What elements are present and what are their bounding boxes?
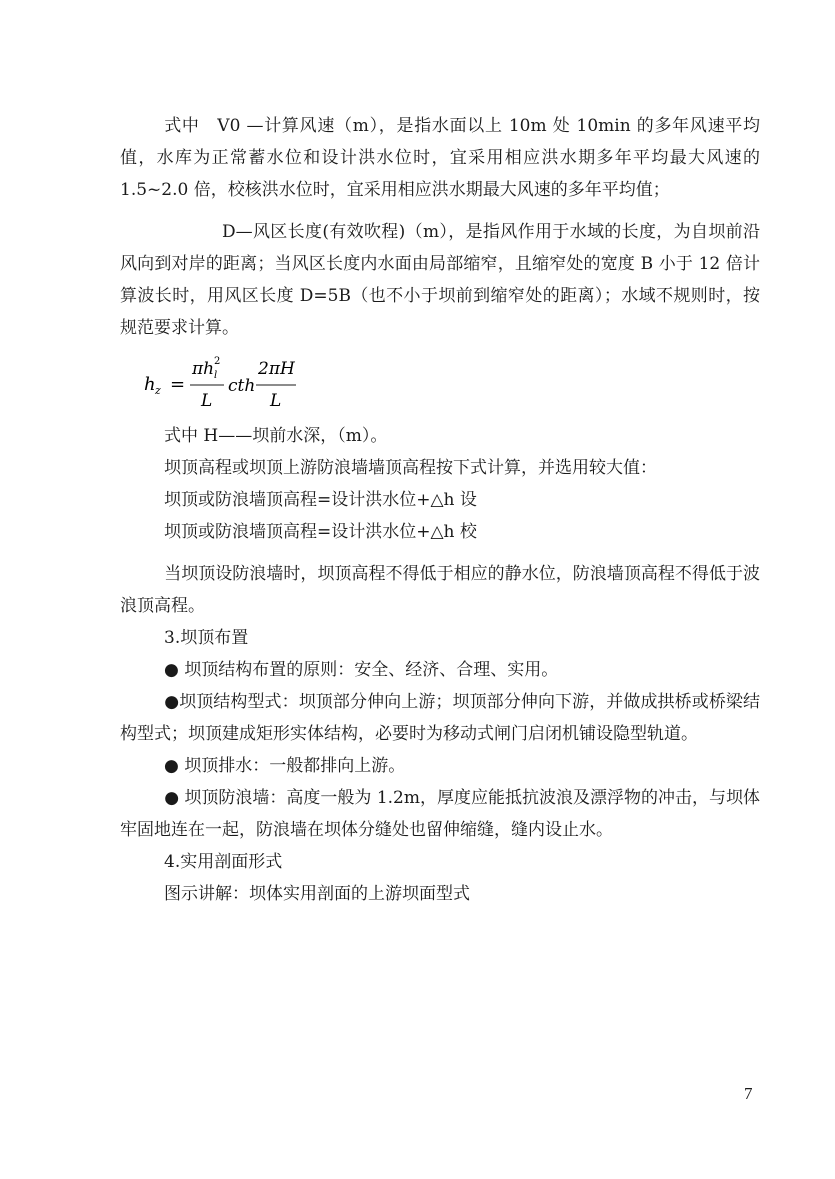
bullet-crest-structure: ●坝顶结构型式：坝顶部分伸向上游；坝顶部分伸向下游，并做成拱桥或桥梁结构型式；坝顶建成矩形实体结构，必要时为移动式闸门启闭机铺设隐型轨道。	[120, 692, 760, 744]
formula-equals: =	[170, 374, 186, 395]
paragraph-wind-speed: 式中 V0 —计算风速（m），是指水面以上 10m 处 10min 的多年风速平均值，水库为正常蓄水位和设计洪水位时，宜采用相应洪水期多年平均最大风速的 1.5~2.0 倍，校核洪水位时，宜采用相应洪水期最大风速的多年平均值；	[120, 116, 760, 200]
formula-check-flood: 坝顶或防浪墙顶高程=设计洪水位+△h 校	[164, 522, 477, 542]
formula-lhs: h	[144, 374, 156, 395]
paragraph-fetch-length: D—风区长度(有效吹程)（m），是指风作用于水域的长度，为自坝前沿风向到对岸的距离；当风区长度内水面由局部缩窄，且缩窄处的宽度 B 小于 12 倍计算波长时，用风区长度 D=5B（也不小于坝前到缩窄处的距离）；水域不规则时，按规范要求计算。	[120, 222, 760, 338]
wave-height-formula	[144, 354, 760, 414]
formula-graphic	[144, 354, 364, 414]
formula-frac1-sup: 2	[214, 356, 221, 367]
paragraph-water-depth: 式中 H——坝前水深，（m）。	[164, 426, 388, 446]
formula-function: cth	[228, 376, 256, 396]
page-number: 7	[744, 1084, 753, 1103]
bullet-layout-principle: ● 坝顶结构布置的原则：安全、经济、合理、实用。	[164, 660, 559, 680]
formula-design-flood: 坝顶或防浪墙顶高程=设计洪水位+△h 设	[164, 490, 477, 510]
formula-frac2-denominator: L	[270, 391, 282, 411]
bullet-crest-drainage: ● 坝顶排水：一般都排向上游。	[164, 756, 406, 776]
bullet-wave-wall: ● 坝顶防浪墙：高度一般为 1.2m，厚度应能抵抗波浪及漂浮物的冲击，与坝体牢固地连在一起，防浪墙在坝体分缝处也留伸缩缝，缝内设止水。	[120, 788, 760, 840]
formula-frac1-denominator: L	[201, 391, 213, 411]
page-content	[120, 110, 760, 910]
heading-practical-profile: 4.实用剖面形式	[164, 852, 283, 872]
formula-lhs-sub: z	[155, 384, 161, 397]
paragraph-wave-wall: 当坝顶设防浪墙时，坝顶高程不得低于相应的静水位，防浪墙顶高程不得低于波浪顶高程。	[120, 564, 760, 616]
paragraph-figure-explanation: 图示讲解：坝体实用剖面的上游坝面型式	[164, 884, 470, 904]
formula-frac1-sub: l	[214, 370, 218, 381]
formula-frac2-numerator: 2πH	[258, 359, 295, 379]
heading-crest-layout: 3.坝顶布置	[164, 628, 249, 648]
paragraph-crest-elevation: 坝顶高程或坝顶上游防浪墙墙顶高程按下式计算，并选用较大值：	[164, 458, 657, 478]
formula-frac1-numerator: πh	[192, 359, 215, 379]
